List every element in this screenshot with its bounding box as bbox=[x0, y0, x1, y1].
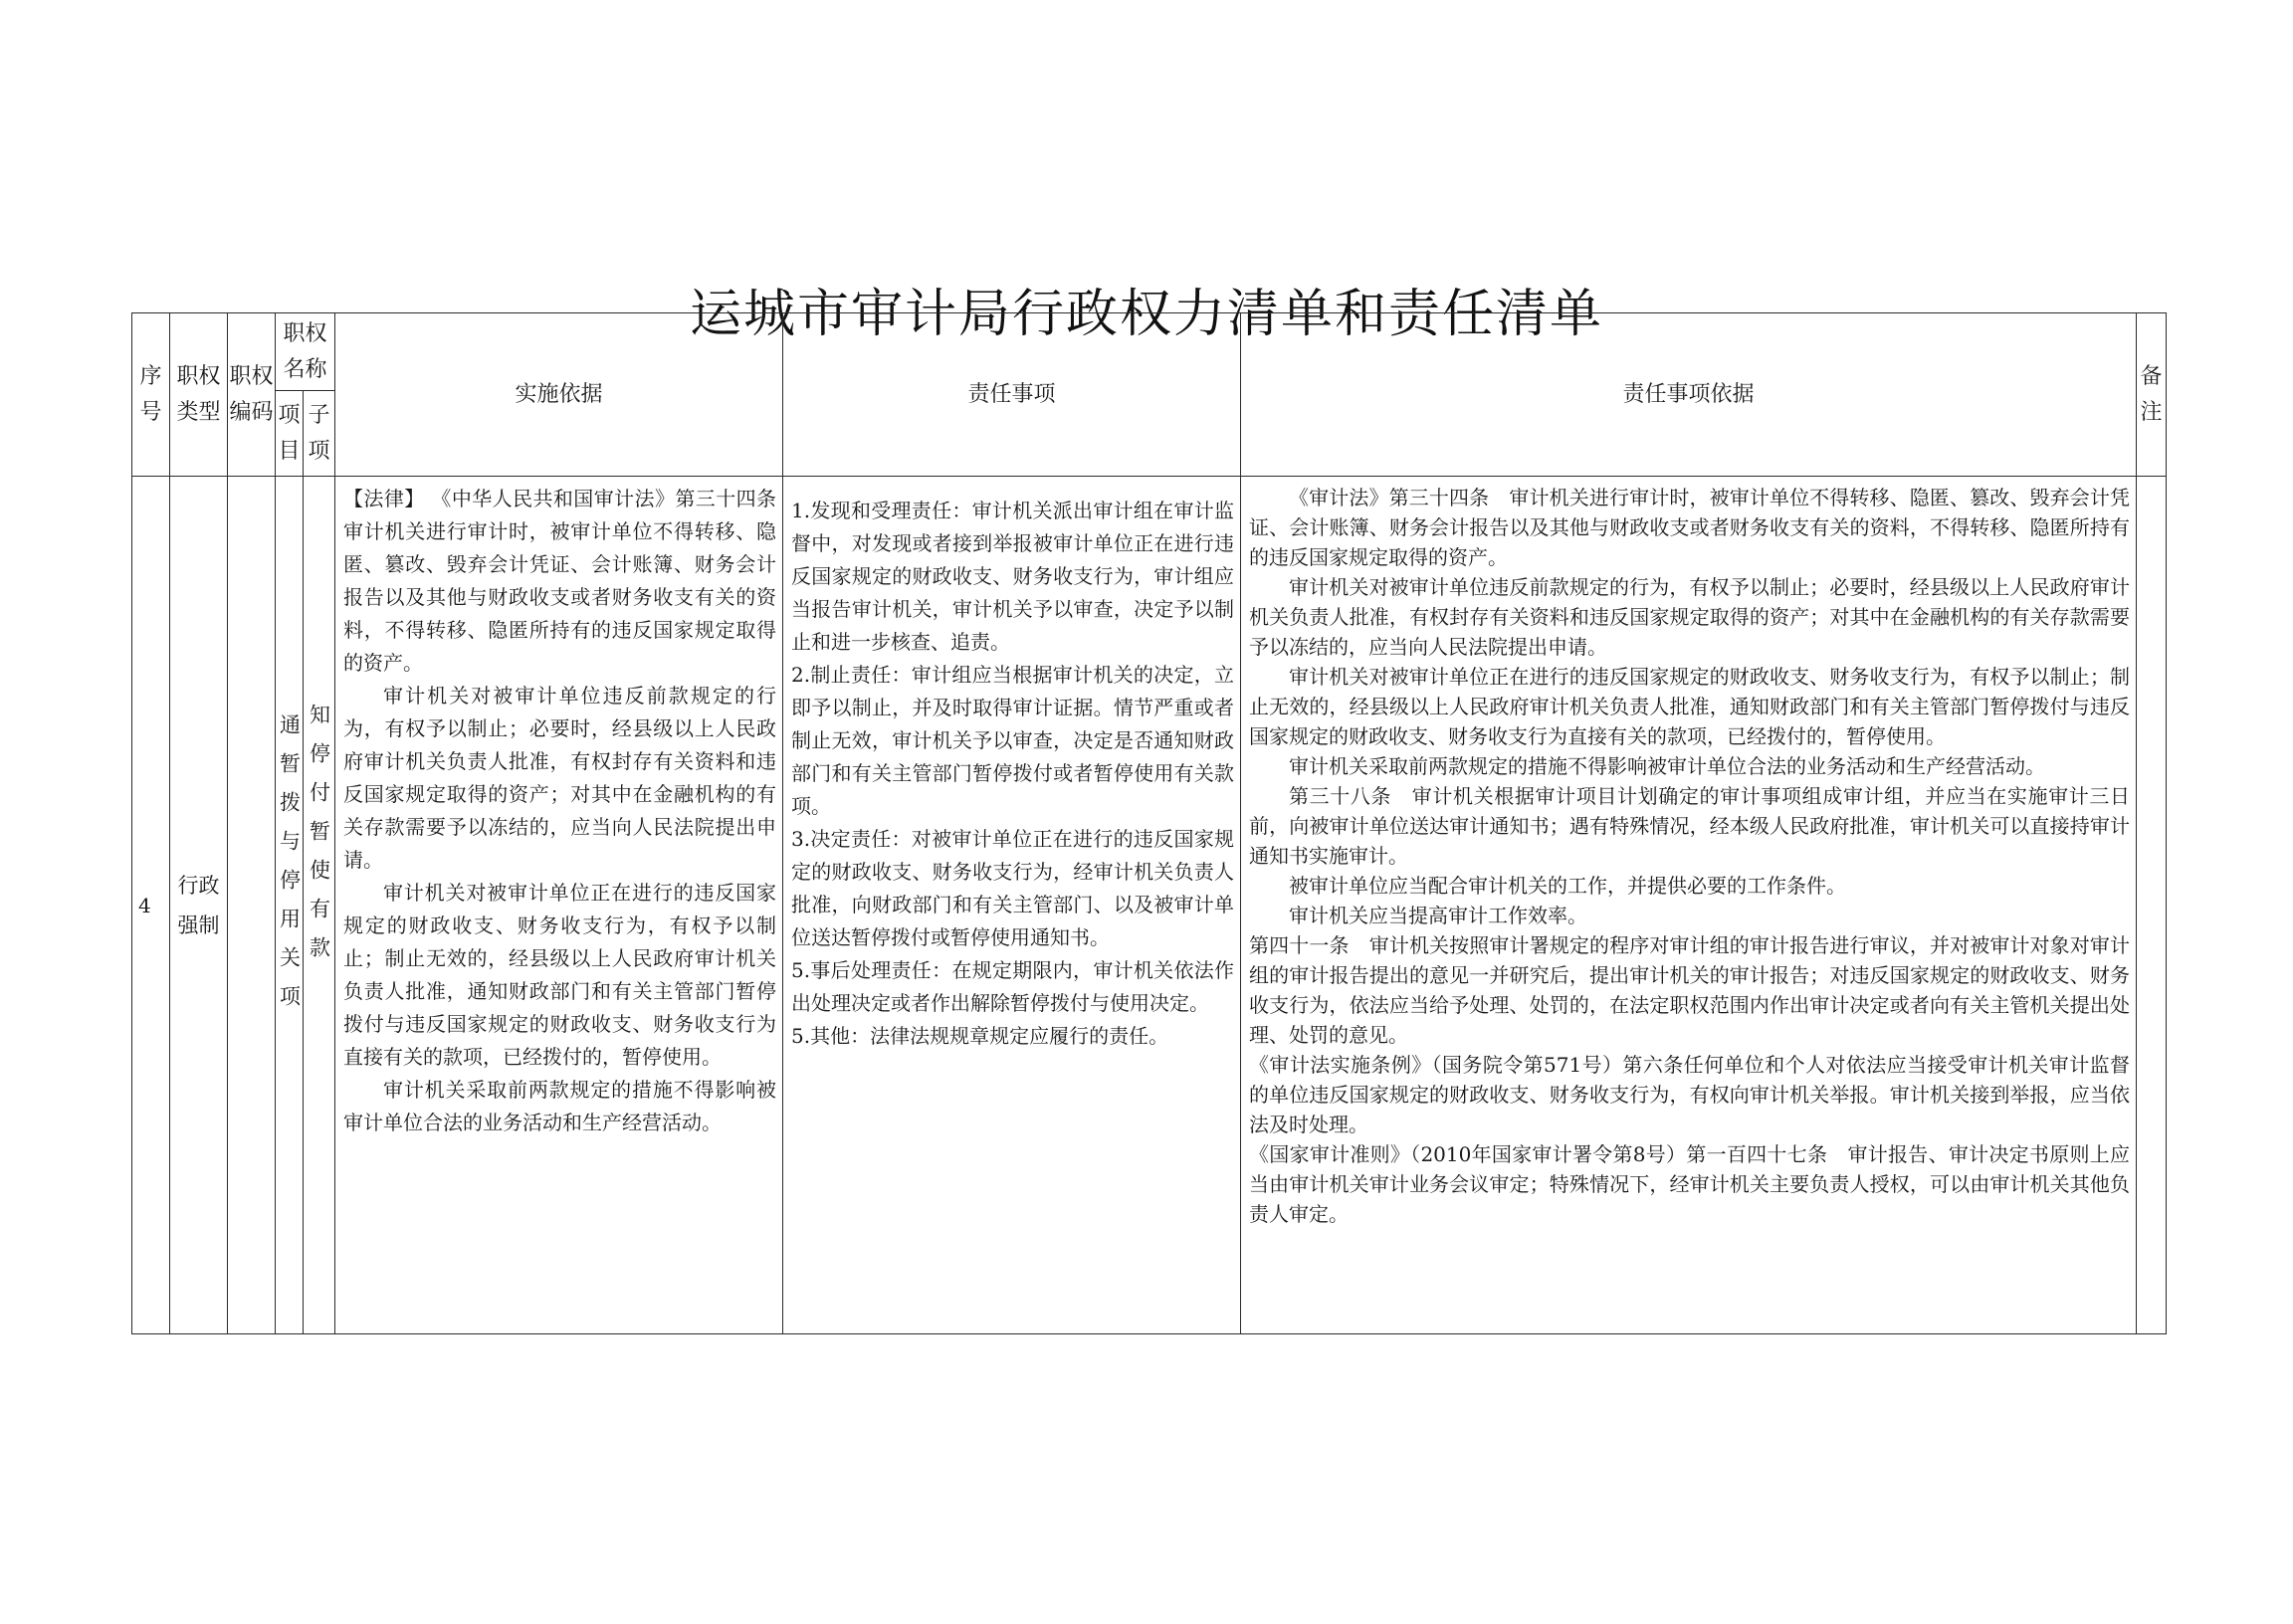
page-title: 运城市审计局行政权力清单和责任清单 bbox=[689, 284, 1603, 344]
responsibility-basis-paragraph: 《审计法》第三十四条 审计机关进行审计时，被审计单位不得转移、隐匿、篡改、毁弃会计凭证、会计账簿、财务会计报告以及其他与财政收支或者财务收支有关的资料，不得转移、隐匿所持有的违反国家规定取得的资产。 bbox=[1249, 486, 2131, 569]
responsibility-item: 5.事后处理责任：在规定期限内，审计机关依法作出处理决定或者作出解除暂停拨付与使用决定。 bbox=[791, 958, 1235, 1015]
header-item: 项目 bbox=[276, 391, 304, 477]
responsibility-item: 2.制止责任：审计组应当根据审计机关的决定，立即予以制止，并及时取得审计证据。情节严重或者制止无效，审计机关予以审查，决定是否通知财政部门和有关主管部门暂停拨付或者暂停使用有关款项。 bbox=[791, 663, 1235, 818]
responsibility-basis-paragraph: 审计机关对被审计单位正在进行的违反国家规定的财政收支、财务收支行为，有权予以制止；制止无效的，经县级以上人民政府审计机关负责人批准，通知财政部门和有关主管部门暂停拨付与违反国家规定的财政收支、财务收支行为直接有关的款项，已经拨付的，暂停使用。 bbox=[1249, 665, 2131, 748]
header-code: 职权编码 bbox=[228, 313, 276, 477]
responsibility-basis-paragraph: 《审计法实施条例》（国务院令第571号）第六条任何单位和个人对依法应当接受审计机关审计监督的单位违反国家规定的财政收支、财务收支行为，有权向审计机关举报。审计机关接到举报，应当依法及时处理。 bbox=[1249, 1053, 2131, 1136]
row-item: 通暂拨与停用关项 bbox=[277, 713, 302, 1024]
row-subitem: 知停付暂使有款 bbox=[307, 704, 331, 975]
row-subitem-cell bbox=[304, 477, 335, 1334]
header-row bbox=[132, 313, 2167, 391]
responsibility-basis-paragraph: 第四十一条 审计机关按照审计署规定的程序对审计组的审计报告进行审议，并对被审计对象对审计组的审计报告提出的意见一并研究后，提出审计机关的审计报告；对违反国家规定的财政收支、财务收支行为，依法应当给予处理、处罚的，在法定职权范围内作出审计决定或者向有关主管机关提出处理、处罚的意见。 bbox=[1249, 933, 2131, 1047]
responsibility-basis-paragraph: 审计机关应当提高审计工作效率。 bbox=[1289, 904, 1588, 927]
row-code bbox=[228, 477, 276, 1334]
responsibility-basis-paragraph: 审计机关对被审计单位违反前款规定的行为，有权予以制止；必要时，经县级以上人民政府审计机关负责人批准，有权封存有关资料和违反国家规定取得的资产；对其中在金融机构的有关存款需要予以冻结的，应当向人民法院提出申请。 bbox=[1249, 575, 2131, 659]
header-remark: 备注 bbox=[2137, 313, 2167, 477]
responsibility-basis-paragraph: 审计机关采取前两款规定的措施不得影响被审计单位合法的业务活动和生产经营活动。 bbox=[1289, 754, 2046, 778]
row-type: 行政强制 bbox=[170, 477, 228, 1334]
row-seq: 4 bbox=[132, 477, 170, 1334]
header-responsibility-basis: 责任事项依据 bbox=[1241, 313, 2137, 477]
responsibility-basis-paragraph: 第三十八条 审计机关根据审计项目计划确定的审计事项组成审计组，并应当在实施审计三日前，向被审计单位送达审计通知书；遇有特殊情况，经本级人民政府批准，审计机关可以直接持审计通知书实施审计。 bbox=[1249, 784, 2131, 868]
power-responsibility-table bbox=[131, 312, 2167, 1334]
row-item-cell bbox=[276, 477, 304, 1334]
basis-paragraph: 审计机关对被审计单位正在进行的违反国家规定的财政收支、财务收支行为，有权予以制止；制止无效的，经县级以上人民政府审计机关负责人批准，通知财政部门和有关主管部门暂停拨付与违反国家规定的财政收支、财务收支行为直接有关的款项，已经拨付的，暂停使用。 bbox=[343, 881, 777, 1069]
responsibility-basis-paragraph: 《国家审计准则》（2010年国家审计署令第8号）第一百四十七条 审计报告、审计决定书原则上应当由审计机关审计业务会议审定；特殊情况下，经审计机关主要负责人授权，可以由审计机关其他负责人审定。 bbox=[1249, 1142, 2131, 1226]
row-responsibility bbox=[783, 477, 1241, 1334]
responsibility-item: 1.发现和受理责任：审计机关派出审计组在审计监督中，对发现或者接到举报被审计单位正在进行违反国家规定的财政收支、财务收支行为，审计组应当报告审计机关，审计机关予以审查，决定予以制止和进一步核查、追责。 bbox=[791, 499, 1235, 654]
row-remark bbox=[2137, 477, 2167, 1334]
header-seq: 序号 bbox=[132, 313, 170, 477]
header-responsibility: 责任事项 bbox=[783, 313, 1241, 477]
header-name-group: 职权名称 bbox=[276, 313, 335, 391]
responsibility-item: 5.其他：法律法规规章规定应履行的责任。 bbox=[791, 1024, 1169, 1048]
basis-paragraph: 【法律】 《中华人民共和国审计法》第三十四条 审计机关进行审计时，被审计单位不得转移、隐匿、篡改、毁弃会计凭证、会计账簿、财务会计报告以及其他与财政收支或者财务收支有关的资料，不得转移、隐匿所持有的违反国家规定取得的资产。 bbox=[343, 487, 797, 675]
row-responsibility-basis bbox=[1241, 477, 2137, 1334]
responsibility-item: 3.决定责任：对被审计单位正在进行的违反国家规定的财政收支、财务收支行为，经审计机关负责人批准，向财政部门和有关主管部门、以及被审计单位送达暂停拨付或暂停使用通知书。 bbox=[791, 827, 1235, 949]
basis-paragraph: 审计机关采取前两款规定的措施不得影响被审计单位合法的业务活动和生产经营活动。 bbox=[343, 1078, 777, 1134]
header-basis: 实施依据 bbox=[335, 313, 783, 477]
row-basis bbox=[335, 477, 797, 1334]
basis-paragraph: 审计机关对被审计单位违反前款规定的行为，有权予以制止；必要时，经县级以上人民政府审计机关负责人批准，有权封存有关资料和违反国家规定取得的资产；对其中在金融机构的有关存款需要予以冻结的，应当向人民法院提出申请。 bbox=[343, 684, 777, 872]
header-type: 职权类型 bbox=[170, 313, 228, 477]
header-subitem: 子项 bbox=[304, 391, 335, 477]
table-row bbox=[132, 477, 2167, 1334]
responsibility-basis-paragraph: 被审计单位应当配合审计机关的工作，并提供必要的工作条件。 bbox=[1289, 874, 1847, 898]
